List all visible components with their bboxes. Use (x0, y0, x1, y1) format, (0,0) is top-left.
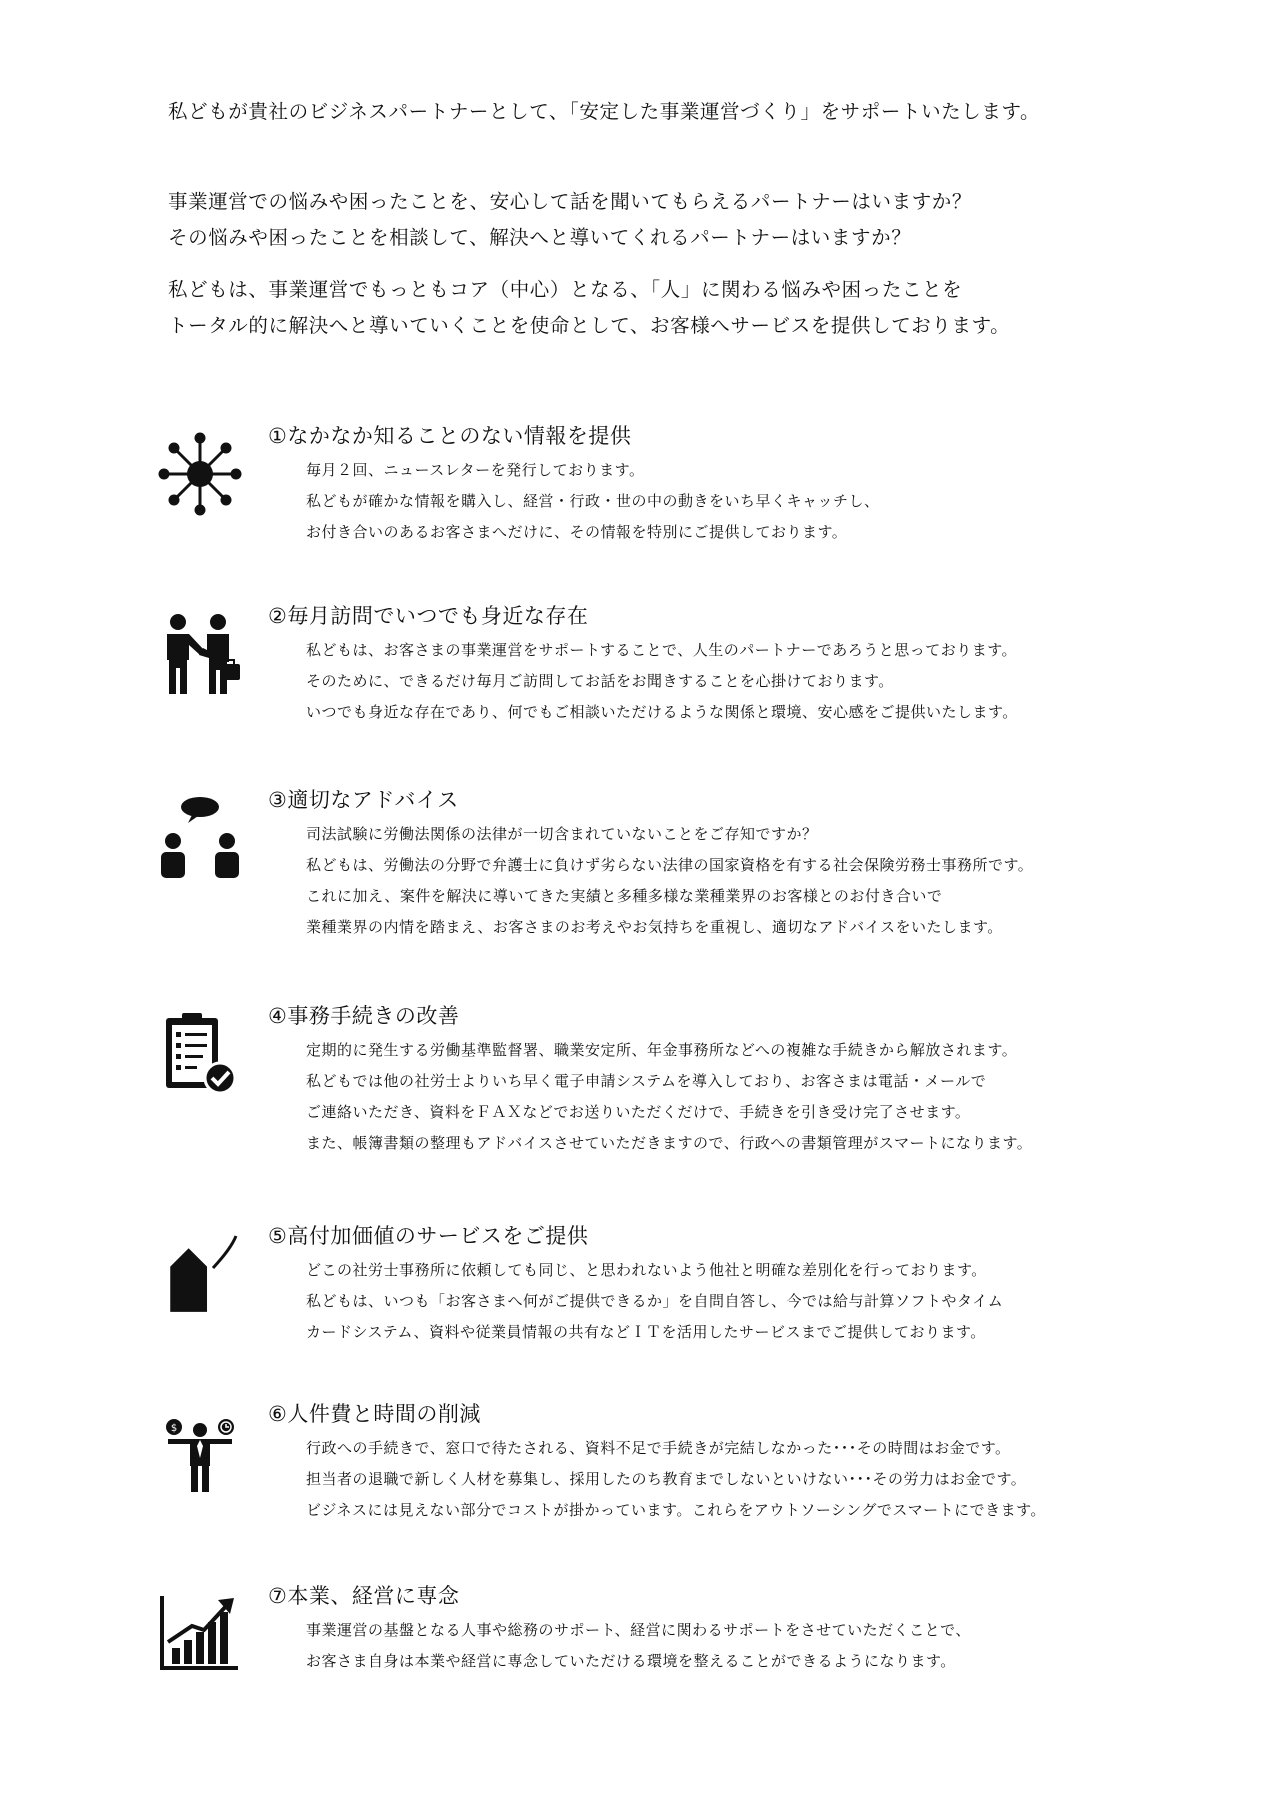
feature-body (306, 455, 880, 548)
feature-line: 事業運営の基盤となる人事や総務のサポート、経営に関わるサポートをさせていただくことで、 (306, 1621, 971, 1639)
feature-body (306, 1615, 971, 1677)
feature-line: いつでも身近な存在であり、何でもご相談いただけるような関係と環境、安心感をご提供いたします。 (306, 703, 1018, 721)
intro-question-line: 事業運営での悩みや困ったことを、安心して話を聞いてもらえるパートナーはいますか？ (168, 190, 973, 213)
feature-title: ⑥人件費と時間の削減 (268, 1402, 481, 1426)
price-tag-icon (158, 1232, 242, 1316)
feature-line: 司法試験に労働法関係の法律が一切含まれていないことをご存知ですか？ (306, 825, 818, 843)
handshake-icon (158, 612, 242, 696)
intro-mission-line: トータル的に解決へと導いていくことを使命として、お客様へサービスを提供しております。 (168, 314, 1011, 337)
feature-title: ④事務手続きの改善 (268, 1004, 460, 1028)
feature-line: カードシステム、資料や従業員情報の共有などＩＴを活用したサービスまでご提供しております。 (306, 1323, 986, 1341)
feature-line: また、帳簿書類の整理もアドバイスさせていただきますので、行政への書類管理がスマートになります。 (306, 1134, 1033, 1152)
feature-line: 毎月２回、ニュースレターを発行しております。 (306, 461, 645, 479)
feature-line: お付き合いのあるお客さまへだけに、その情報を特別にご提供しております。 (306, 523, 848, 541)
feature-body (306, 819, 1033, 943)
svg-text:$: $ (170, 1423, 178, 1434)
feature-title: ⑦本業、経営に専念 (268, 1584, 460, 1608)
feature-line: どこの社労士事務所に依頼しても同じ、と思われないよう他社と明確な差別化を行っております。 (306, 1261, 987, 1279)
feature-line: 私どもは、お客さまの事業運営をサポートすることで、人生のパートナーであろうと思っております。 (306, 641, 1018, 659)
feature-line: お客さま自身は本業や経営に専念していただける環境を整えることができるようになります。 (306, 1652, 956, 1670)
feature-line: ビジネスには見えない部分でコストが掛かっています。これらをアウトソーシングでスマートにできます。 (306, 1501, 1046, 1519)
feature-line: 私どもは、労働法の分野で弁護士に負けず劣らない法律の国家資格を有する社会保険労務士事務所です。 (306, 856, 1034, 874)
feature-line: そのために、できるだけ毎月ご訪問してお話をお聞きすることを心掛けております。 (306, 672, 894, 690)
feature-line: ご連絡いただき、資料をＦＡＸなどでお送りいただくだけで、手続きを引き受け完了させます。 (306, 1103, 971, 1121)
feature-line: これに加え、案件を解決に導いてきた実績と多種多様な業種業界のお客様とのお付き合いで (306, 887, 943, 905)
feature-line: 行政への手続きで、窓口で待たされる、資料不足で手続きが完結しなかった･･･その時間はお金です。 (306, 1439, 1011, 1457)
feature-title: ③適切なアドバイス (268, 788, 459, 812)
feature-line: 担当者の退職で新しく人材を募集し、採用したのち教育までしないといけない･･･その労力はお金です。 (306, 1470, 1027, 1488)
feature-title: ①なかなか知ることのない情報を提供 (268, 424, 632, 448)
network-hub-icon (158, 432, 242, 516)
conversation-icon (158, 796, 242, 880)
intro-question-line: その悩みや困ったことを相談して、解決へと導いてくれるパートナーはいますか？ (168, 226, 912, 249)
feature-body (306, 1433, 1046, 1526)
feature-line: 私どもが確かな情報を購入し、経営・行政・世の中の動きをいち早くキャッチし、 (306, 492, 880, 510)
feature-line: 私どもでは他の社労士よりいち早く電子申請システムを導入しており、お客さまは電話・メールで (306, 1072, 987, 1090)
intro-mission (168, 272, 1220, 344)
person-balance-icon (158, 1410, 242, 1494)
feature-title: ⑤高付加価値のサービスをご提供 (268, 1224, 589, 1248)
feature-body (306, 1035, 1032, 1159)
growth-chart-icon (158, 1592, 242, 1676)
intro-mission-line: 私どもは、事業運営でもっともコア（中心）となる、「人」に関わる悩みや困ったことを (168, 278, 963, 301)
intro-lead (168, 94, 1220, 130)
clipboard-check-icon (158, 1012, 242, 1096)
intro-lead-text: 私どもが貴社のビジネスパートナーとして、「安定した事業運営づくり」をサポートいたします。 (168, 100, 1041, 123)
feature-body (306, 635, 1018, 728)
feature-line: 業種業界の内情を踏まえ、お客さまのお考えやお気持ちを重視し、適切なアドバイスをいたします。 (306, 918, 1003, 936)
feature-line: 定期的に発生する労働基準監督署、職業安定所、年金事務所などへの複雑な手続きから解放されます。 (306, 1041, 1018, 1059)
feature-body (306, 1255, 1003, 1348)
intro-questions (168, 184, 1220, 256)
feature-line: 私どもは、いつも「お客さまへ何がご提供できるか」を自問自答し、今では給与計算ソフトやタイム (306, 1292, 1004, 1310)
feature-title: ②毎月訪問でいつでも身近な存在 (268, 604, 589, 628)
